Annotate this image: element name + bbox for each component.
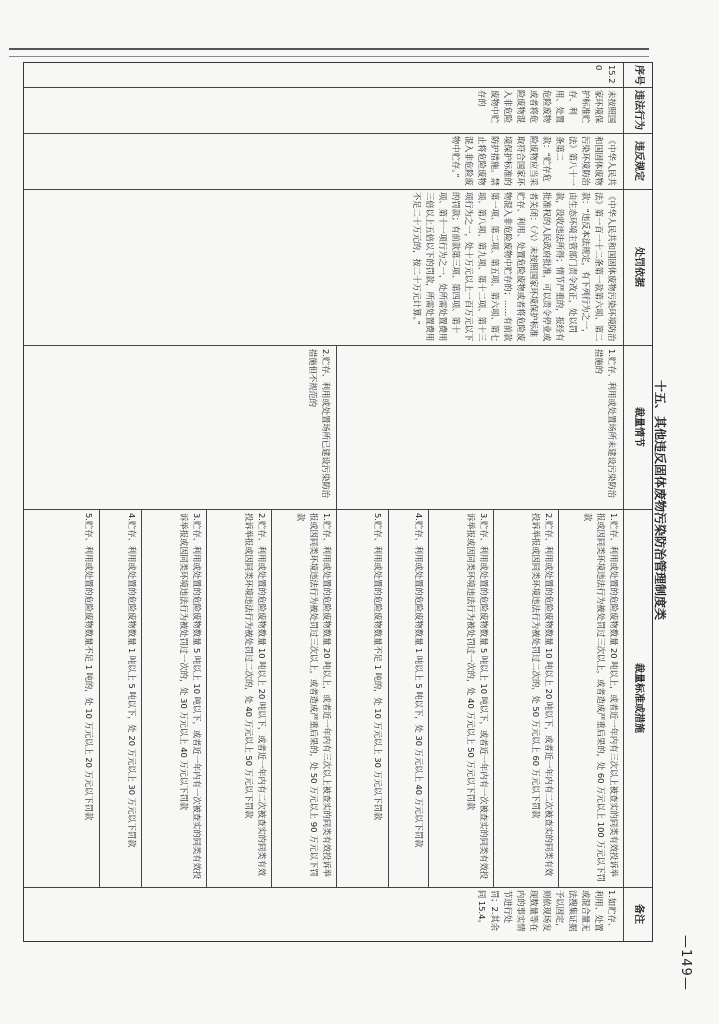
cell-act: 未按照国家环境保护标准贮存、利用、处置危险废物或者将危险废物混入非危险废物中贮存的 bbox=[477, 90, 617, 124]
measure-divider bbox=[558, 509, 559, 887]
header-seq: 序号 bbox=[633, 65, 644, 85]
header-basis: 处罚依据 bbox=[633, 247, 644, 287]
col-divider bbox=[24, 887, 652, 888]
col-divider bbox=[24, 133, 652, 134]
cell-seq: 15.20 bbox=[594, 65, 617, 84]
cell-circumstance-1: 1.贮存、利用或处置场所未建设污染防治措施的 bbox=[594, 349, 617, 498]
measure-item: 1.贮存、利用或处置的危险废物数量 20 吨以上，或者近一年内有三次以上被查实的同类有效投诉举报或因同类环境违法行为被处罚过三次以上，或者造成严重后果的，处 50 万元以上 90 万元以下罚款 bbox=[296, 513, 332, 877]
measure-item: 5.贮存、利用或处置的危险废物数量不足 1 吨的，处 10 万元以上 20 万元以下罚款 bbox=[84, 513, 94, 821]
penalty-table bbox=[23, 62, 653, 942]
group-divider bbox=[336, 345, 337, 887]
page-number: —149— bbox=[678, 935, 693, 991]
measure-item: 2.贮存、利用或处置的危险废物数量 10 吨以上 20 吨以下，或者近一年内有二次被查实的同类有效投诉举报或因同类环境违法行为被处罚过二次的，处 50 万元以上 60 万元以下罚款 bbox=[531, 513, 554, 877]
header-measure: 裁量标准或措施 bbox=[633, 663, 644, 733]
measure-item: 5.贮存、利用或处置的危险废物数量不足 1 吨的，处 10 万元以上 30 万元以下罚款 bbox=[373, 513, 383, 821]
measure-divider bbox=[388, 509, 389, 887]
cell-basis: 《中华人民共和国固体废物污染环境防治法》第一百一十二条第一款第六项、第二款：“违反本法规定，有下列行为之一，由生态环境主管部门责令改正，处以罚款，没收违法所得；情节严重的，报经有批准权的人民政府批准，可以责令停业或者关闭：（六）未按照国家环境保护标准贮存、利用、处置危险废物或者将危险废物混入非危险废物中贮存的；……有前款第一项、第二项、第五项、第六项、第七项、第八项、第九项、第十二项、第十三项行为之一，处十万元以上一百万元以下的罚款；有前款第三项、第四项、第十项、第十一项行为之一，处所需处置费用三倍以上五倍以下的罚款，所需处置费用不足二十万元的，按二十万元计算。” bbox=[412, 192, 617, 342]
table-title: 十五、其他违反固体废物污染防治管理制度类 bbox=[653, 379, 667, 620]
cell-circumstance-2: 2.贮存、利用或处置场所已建设污染防治措施但不规范的 bbox=[308, 349, 331, 498]
cell-rule: 《中华人民共和国固体废物污染环境防治法》第八十一条第二款：“贮存危险废物应当采取符合国家环境保护标准的防护措施。禁止将危险废物混入非危险废物中贮存。” bbox=[451, 136, 617, 186]
measure-item: 1.贮存、利用或处置的危险废物数量 20 吨以上，或者近一年内有三次以上被查实的同类有效投诉举报或因同类环境违法行为被处罚过三次以上，或者造成严重后果的，处 60 万元以上 100 万元以下罚款 bbox=[583, 513, 619, 882]
col-divider bbox=[24, 345, 652, 346]
header-act: 违法行为 bbox=[633, 90, 644, 130]
cell-remark: 1.如贮存、利用、处置或混合量无法搜集证据予以固定，则依现场发现数量等在内的事实情节进行处罚；2.其余同 15.4。 bbox=[477, 890, 617, 932]
measure-divider bbox=[428, 509, 429, 887]
binding-edge bbox=[9, 48, 649, 57]
measure-divider bbox=[271, 509, 272, 887]
col-divider bbox=[24, 87, 652, 88]
col-divider bbox=[24, 189, 652, 190]
header-remark: 备注 bbox=[633, 904, 644, 924]
measure-item: 2.贮存、利用或处置的危险废物数量 10 吨以上 20 吨以下，或者近一年内有二次被查实的同类有效投诉举报或因同类环境违法行为被处罚过二次的，处 40 万元以上 50 万元以下罚款 bbox=[244, 513, 267, 877]
measure-divider bbox=[206, 509, 207, 887]
measure-item: 4.贮存、利用或处置的危险废物数量 1 吨以上 5 吨以下，处 30 万元以上 40 万元以下罚款 bbox=[414, 513, 424, 848]
measure-item: 3.贮存、利用或处置的危险废物数量 5 吨以上 10 吨以下，或者近一年内有一次被查实的同类有效投诉举报或因同类环境违法行为被处罚过一次的，处 30 万元以上 40 万元以下罚款 bbox=[179, 513, 202, 880]
measure-item: 4.贮存、利用或处置的危险废物数量 1 吨以上 5 吨以下，处 20 万元以上 30 万元以下罚款 bbox=[127, 513, 137, 848]
measure-divider bbox=[141, 509, 142, 887]
header-circumstance: 裁量情节 bbox=[633, 407, 644, 447]
measure-divider bbox=[493, 509, 494, 887]
header-rule: 违反规定 bbox=[633, 141, 644, 181]
measure-item: 3.贮存、利用或处置的危险废物数量 5 吨以上 10 吨以下，或者近一年内有一次被查实的同类有效投诉举报或因同类环境违法行为被处罚过一次的，处 40 万元以上 50 万元以下罚款 bbox=[466, 513, 489, 880]
measure-divider bbox=[99, 509, 100, 887]
